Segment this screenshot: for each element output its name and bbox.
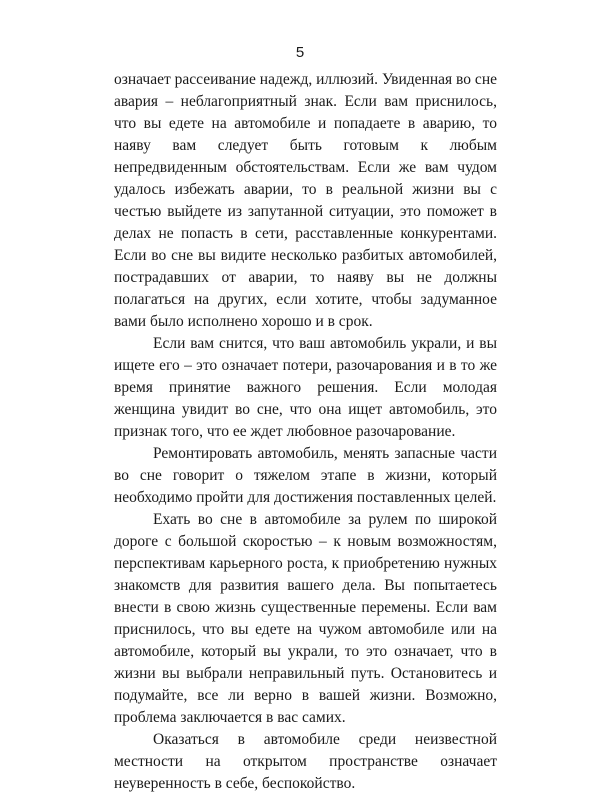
body-text bbox=[114, 69, 497, 795]
page-number: 5 bbox=[295, 44, 305, 61]
paragraph-continued: означает рассеивание надежд, иллюзий. Увиденная во сне авария – неблагоприятный знак. Если вам приснилось, что вы едете на автомобиле и попадаете в аварию, то наяву вам следует быть готовым к любым непредвиденным обстоятельствам. Если же вам чудом удалось избежать аварии, то в реальной жизни вы с честью выйдете из запутанной ситуации, это поможет в делах не попасть в сети, расставленные конкурентами. Если во сне вы видите несколько разбитых автомобилей, пострадавших от аварии, то наяву вы не должны полагаться на других, если хотите, чтобы задуманное вами было исполнено хорошо и в срок. bbox=[114, 71, 497, 330]
paragraph: Ехать во сне в автомобиле за рулем по широкой дороге с большой скоростью – к новым возможностям, перспективам карьерного роста, к приобретению нужных знакомств для развития вашего дела. Вы попытаетесь внести в свою жизнь существенные перемены. Если вам приснилось, что вы едете на чужом автомобиле или на автомобиле, который вы украли, то это означает, что в жизни вы выбрали неправильный путь. Остановитесь и подумайте, все ли верно в вашей жизни. Возможно, проблема заключается в вас самих. bbox=[114, 511, 497, 726]
paragraph: Если вам снится, что ваш автомобиль украли, и вы ищете его – это означает потери, разочарования и в то же время принятие важного решения. Если молодая женщина увидит во сне, что она ищет автомобиль, это признак того, что ее ждет любовное разочарование. bbox=[114, 335, 497, 440]
paragraph: Оказаться в автомобиле среди неизвестной местности на открытом пространстве означает неуверенность в себе, беспокойство. bbox=[114, 731, 497, 792]
paragraph: Ремонтировать автомобиль, менять запасные части во сне говорит о тяжелом этапе в жизни, который необходимо пройти для достижения поставленных целей. bbox=[114, 445, 497, 506]
